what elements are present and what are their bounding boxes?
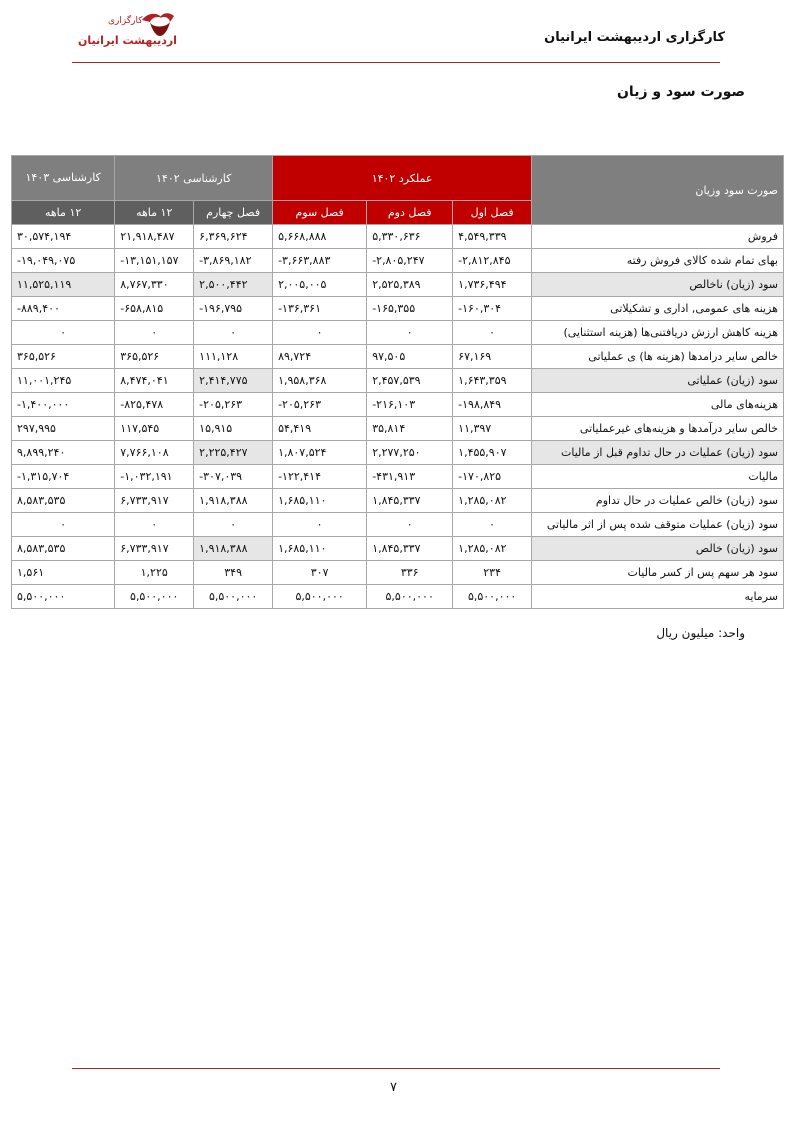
- cell-value: ۵,۵۰۰,۰۰۰: [12, 585, 115, 609]
- table-row: [12, 465, 784, 489]
- cell-value: ۵,۵۰۰,۰۰۰: [194, 585, 273, 609]
- cell-value: ۲۹۷,۹۹۵: [12, 417, 115, 441]
- cell-value: ۴,۵۴۹,۳۳۹: [453, 225, 532, 249]
- cell-value: ۱۱,۳۹۷: [453, 417, 532, 441]
- row-label: سود (زیان) خالص: [532, 537, 784, 561]
- cell-value: ۱,۶۸۵,۱۱۰: [273, 537, 367, 561]
- page-number: ۷: [390, 1080, 397, 1095]
- table-row: [12, 249, 784, 273]
- cell-value: -۳,۸۶۹,۱۸۲: [194, 249, 273, 273]
- cell-value: ۱,۶۸۵,۱۱۰: [273, 489, 367, 513]
- cell-value: -۱۳,۱۵۱,۱۵۷: [115, 249, 194, 273]
- company-name: کارگزاری اردیبهشت ایرانیان: [544, 30, 725, 45]
- table-row: [12, 297, 784, 321]
- row-label: سود (زیان) ناخالص: [532, 273, 784, 297]
- cell-value: -۲۱۶,۱۰۳: [367, 393, 453, 417]
- cell-value: ۱۱۷,۵۴۵: [115, 417, 194, 441]
- page-header: [0, 0, 793, 66]
- col-header-q2: فصل دوم: [367, 201, 453, 225]
- cell-value: -۶۵۸,۸۱۵: [115, 297, 194, 321]
- cell-value: -۲,۸۱۲,۸۴۵: [453, 249, 532, 273]
- cell-value: ۰: [367, 321, 453, 345]
- table-row: [12, 321, 784, 345]
- cell-value: ۱,۵۶۱: [12, 561, 115, 585]
- corner-label: صورت سود وزیان: [532, 156, 784, 225]
- row-label: هزینه‌های مالی: [532, 393, 784, 417]
- cell-value: ۳۶۵,۵۲۶: [12, 345, 115, 369]
- row-label: سرمایه: [532, 585, 784, 609]
- row-label: سود هر سهم پس از کسر مالیات: [532, 561, 784, 585]
- cell-value: ۵,۵۰۰,۰۰۰: [115, 585, 194, 609]
- cell-value: ۶,۷۳۳,۹۱۷: [115, 489, 194, 513]
- cell-value: ۸,۷۶۷,۳۳۰: [115, 273, 194, 297]
- group-expert-1403: کارشناسی ۱۴۰۳: [12, 156, 115, 201]
- income-statement-table: [11, 155, 784, 609]
- cell-value: -۲۰۵,۲۶۳: [273, 393, 367, 417]
- cell-value: ۰: [194, 513, 273, 537]
- cell-value: ۲,۴۵۷,۵۳۹: [367, 369, 453, 393]
- cell-value: ۳۶۵,۵۲۶: [115, 345, 194, 369]
- cell-value: ۸۹,۷۲۴: [273, 345, 367, 369]
- cell-value: ۸,۵۸۳,۵۳۵: [12, 537, 115, 561]
- cell-value: -۲,۸۰۵,۲۴۷: [367, 249, 453, 273]
- cell-value: ۱۵,۹۱۵: [194, 417, 273, 441]
- row-label: سود (زیان) عملیات متوقف شده پس از اثر مالیاتی: [532, 513, 784, 537]
- table-row: [12, 393, 784, 417]
- header-divider: [72, 62, 720, 63]
- cell-value: ۱۱۱,۱۲۸: [194, 345, 273, 369]
- cell-value: ۱,۲۲۵: [115, 561, 194, 585]
- cell-value: ۷,۷۶۶,۱۰۸: [115, 441, 194, 465]
- cell-value: ۵,۳۳۰,۶۳۶: [367, 225, 453, 249]
- cell-value: ۰: [12, 513, 115, 537]
- table-row: [12, 345, 784, 369]
- cell-value: ۵,۶۶۸,۸۸۸: [273, 225, 367, 249]
- col-header-12m-1402: ۱۲ ماهه: [115, 201, 194, 225]
- col-header-12m-1403: ۱۲ ماهه: [12, 201, 115, 225]
- cell-value: ۰: [273, 513, 367, 537]
- cell-value: ۱,۸۰۷,۵۲۴: [273, 441, 367, 465]
- cell-value: ۳۳۶: [367, 561, 453, 585]
- unit-note: واحد: میلیون ریال: [656, 626, 745, 640]
- cell-value: ۶۷,۱۶۹: [453, 345, 532, 369]
- table-row: [12, 225, 784, 249]
- table-row: [12, 489, 784, 513]
- cell-value: ۵,۵۰۰,۰۰۰: [367, 585, 453, 609]
- cell-value: ۵,۵۰۰,۰۰۰: [453, 585, 532, 609]
- cell-value: ۱۱,۵۲۵,۱۱۹: [12, 273, 115, 297]
- cell-value: -۱۲۲,۴۱۴: [273, 465, 367, 489]
- cell-value: ۵۴,۴۱۹: [273, 417, 367, 441]
- group-expert-1402: کارشناسی ۱۴۰۲: [115, 156, 273, 201]
- col-header-q3: فصل سوم: [273, 201, 367, 225]
- cell-value: ۶,۷۳۳,۹۱۷: [115, 537, 194, 561]
- cell-value: ۳۴۹: [194, 561, 273, 585]
- cell-value: ۳۰,۵۷۴,۱۹۴: [12, 225, 115, 249]
- cell-value: ۱,۶۴۳,۳۵۹: [453, 369, 532, 393]
- table-row: [12, 585, 784, 609]
- table-row: [12, 561, 784, 585]
- cell-value: -۲۰۵,۲۶۳: [194, 393, 273, 417]
- cell-value: ۲,۵۰۰,۴۴۲: [194, 273, 273, 297]
- cell-value: -۸۲۵,۴۷۸: [115, 393, 194, 417]
- cell-value: -۱,۰۳۲,۱۹۱: [115, 465, 194, 489]
- cell-value: ۲,۲۷۷,۲۵۰: [367, 441, 453, 465]
- col-header-q4: فصل چهارم: [194, 201, 273, 225]
- cell-value: ۶,۳۶۹,۶۲۴: [194, 225, 273, 249]
- table-row-highlighted: [12, 273, 784, 297]
- cell-value: -۴۳۱,۹۱۳: [367, 465, 453, 489]
- cell-value: -۳,۶۶۳,۸۸۳: [273, 249, 367, 273]
- table-row-highlighted: [12, 441, 784, 465]
- row-label: سود (زیان) عملیات در حال تداوم قبل از مالیات: [532, 441, 784, 465]
- row-label: فروش: [532, 225, 784, 249]
- cell-value: ۱,۸۴۵,۳۳۷: [367, 489, 453, 513]
- cell-value: ۰: [453, 321, 532, 345]
- cell-value: ۱,۹۱۸,۳۸۸: [194, 537, 273, 561]
- cell-value: ۱۱,۰۰۱,۲۴۵: [12, 369, 115, 393]
- group-performance-1402: عملکرد ۱۴۰۲: [273, 156, 532, 201]
- cell-value: -۸۸۹,۴۰۰: [12, 297, 115, 321]
- col-header-q1: فصل اول: [453, 201, 532, 225]
- cell-value: ۹۷,۵۰۵: [367, 345, 453, 369]
- cell-value: ۱,۹۱۸,۳۸۸: [194, 489, 273, 513]
- logo-text-top: کارگزاری: [108, 16, 143, 26]
- cell-value: ۲,۰۰۵,۰۰۵: [273, 273, 367, 297]
- cell-value: ۱,۲۸۵,۰۸۲: [453, 489, 532, 513]
- row-label: هزینه های عمومی, اداری و تشکیلاتی: [532, 297, 784, 321]
- row-label: سود (زیان) عملیاتی: [532, 369, 784, 393]
- cell-value: ۹,۸۹۹,۲۴۰: [12, 441, 115, 465]
- cell-value: ۱,۷۳۶,۴۹۴: [453, 273, 532, 297]
- table-row: [12, 513, 784, 537]
- cell-value: -۱,۴۰۰,۰۰۰: [12, 393, 115, 417]
- cell-value: ۸,۴۷۴,۰۴۱: [115, 369, 194, 393]
- table-row: [12, 417, 784, 441]
- cell-value: ۲,۵۲۵,۳۸۹: [367, 273, 453, 297]
- cell-value: ۳۰۷: [273, 561, 367, 585]
- cell-value: -۱۹,۰۴۹,۰۷۵: [12, 249, 115, 273]
- cell-value: ۲۱,۹۱۸,۴۸۷: [115, 225, 194, 249]
- row-label: هزینه کاهش ارزش دریافتنی‌ها (هزینه استثنایی): [532, 321, 784, 345]
- cell-value: -۱,۳۱۵,۷۰۴: [12, 465, 115, 489]
- cell-value: ۰: [367, 513, 453, 537]
- cell-value: ۵,۵۰۰,۰۰۰: [273, 585, 367, 609]
- cell-value: -۳۰۷,۰۳۹: [194, 465, 273, 489]
- cell-value: ۰: [115, 513, 194, 537]
- cell-value: -۱۳۶,۳۶۱: [273, 297, 367, 321]
- row-label: خالص سایر درامدها (هزینه ها) ی عملیاتی: [532, 345, 784, 369]
- cell-value: -۱۶۵,۳۵۵: [367, 297, 453, 321]
- cell-value: ۱,۹۵۸,۳۶۸: [273, 369, 367, 393]
- page-title: صورت سود و زیان: [616, 84, 745, 100]
- table-row-highlighted: [12, 369, 784, 393]
- logo-text-main: اردیبهشت ایرانیان: [78, 34, 177, 47]
- row-label: مالیات: [532, 465, 784, 489]
- cell-value: ۱,۴۵۵,۹۰۷: [453, 441, 532, 465]
- cell-value: ۰: [115, 321, 194, 345]
- cell-value: -۱۹۸,۸۴۹: [453, 393, 532, 417]
- cell-value: ۰: [273, 321, 367, 345]
- cell-value: ۰: [12, 321, 115, 345]
- cell-value: ۱,۲۸۵,۰۸۲: [453, 537, 532, 561]
- cell-value: -۱۶۰,۳۰۴: [453, 297, 532, 321]
- footer-divider: [72, 1068, 720, 1069]
- table-row-highlighted: [12, 537, 784, 561]
- cell-value: ۸,۵۸۳,۵۳۵: [12, 489, 115, 513]
- table-group-header-row: [12, 156, 784, 201]
- row-label: خالص سایر درآمدها و هزینه‌های غیرعملیاتی: [532, 417, 784, 441]
- row-label: سود (زیان) خالص عملیات در حال تداوم: [532, 489, 784, 513]
- cell-value: ۲,۴۱۴,۷۷۵: [194, 369, 273, 393]
- row-label: بهای تمام شده کالای فروش رفته: [532, 249, 784, 273]
- cell-value: -۱۹۶,۷۹۵: [194, 297, 273, 321]
- cell-value: ۰: [194, 321, 273, 345]
- broker-logo: [70, 10, 185, 58]
- cell-value: ۳۵,۸۱۴: [367, 417, 453, 441]
- cell-value: ۲۳۴: [453, 561, 532, 585]
- cell-value: ۱,۸۴۵,۳۳۷: [367, 537, 453, 561]
- cell-value: ۰: [453, 513, 532, 537]
- cell-value: ۲,۲۲۵,۴۲۷: [194, 441, 273, 465]
- cell-value: -۱۷۰,۸۲۵: [453, 465, 532, 489]
